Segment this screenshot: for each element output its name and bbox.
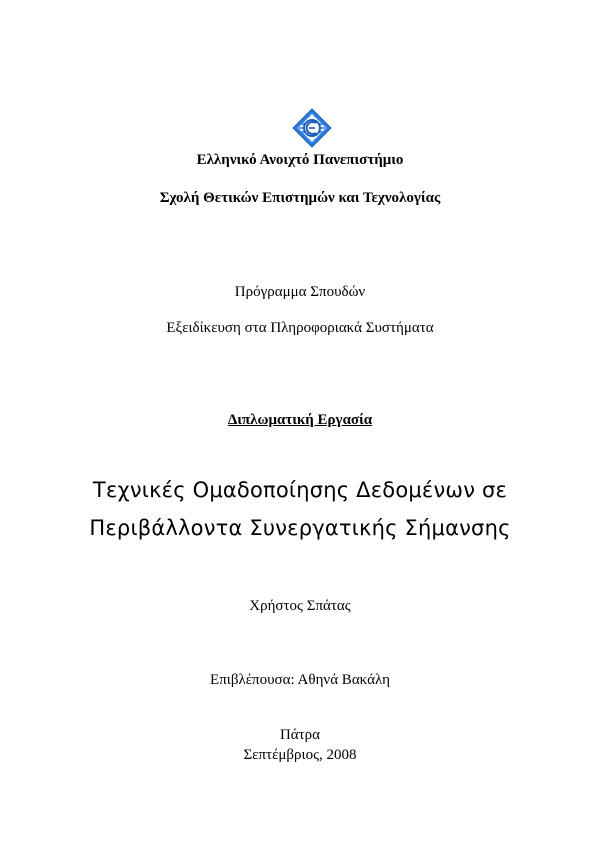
university-logo-icon [292,108,332,148]
date-label: Σεπτέμβριος, 2008 [243,747,357,763]
author-name: Χρήστος Σπάτας [249,598,351,614]
university-name: Ελληνικό Ανοιχτό Πανεπιστήμιο [196,152,404,168]
city-label: Πάτρα [279,727,321,743]
thesis-title-line1: Τεχνικές Ομαδοποίησης Δεδομένων σε [92,478,508,502]
specialization-label: Εξειδίκευση στα Πληροφοριακά Συστήματα [166,320,434,336]
supervisor-label: Επιβλέπουσα: Αθηνά Βακάλη [210,672,390,688]
document-type [0,412,600,429]
document-type-text: Διπλωματική Εργασία [227,412,373,428]
thesis-title-line2: Περιβάλλοντα Συνεργατικής Σήμανσης [89,516,511,540]
program-label: Πρόγραμμα Σπουδών [234,284,366,300]
school-name: Σχολή Θετικών Επιστημών και Τεχνολογίας [159,190,441,206]
